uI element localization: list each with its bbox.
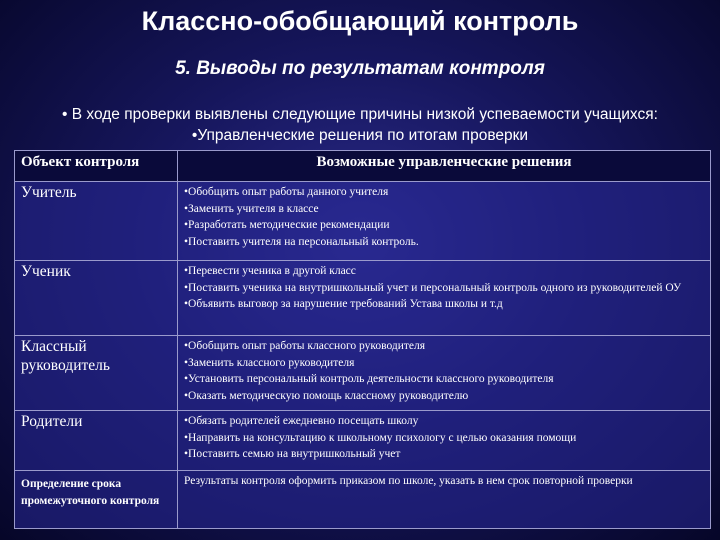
table-row xyxy=(15,411,711,471)
decision-item: •Направить на консультацию к школьному психологу с целью оказания помощи xyxy=(184,431,577,444)
slide-title: Классно-обобщающий контроль xyxy=(141,6,579,36)
decision-item: •Разработать методические рекомендации xyxy=(184,219,390,232)
object-student: Ученик xyxy=(15,261,178,336)
control-table xyxy=(14,150,711,529)
decision-item: •Обобщить опыт работы данного учителя xyxy=(184,186,389,198)
decision-item: •Обязать родителей ежедневно посещать школу xyxy=(184,415,419,427)
decisions-class-teacher xyxy=(178,336,711,411)
object-class-teacher: Классный руководитель xyxy=(15,336,178,411)
bullet-management-decisions: •Управленческие решения по итогам проверки xyxy=(191,127,529,144)
decision-item: •Объявить выговор за нарушение требований Устава школы и т.д xyxy=(184,298,503,311)
decision-item: •Поставить учителя на персональный контроль. xyxy=(184,236,419,249)
decisions-interim-control-deadline xyxy=(178,471,711,529)
decision-item: •Обобщить опыт работы классного руководителя xyxy=(184,340,426,352)
decision-item: •Заменить учителя в классе xyxy=(184,202,319,215)
decisions-parents xyxy=(178,411,711,471)
decision-item: •Заменить классного руководителя xyxy=(184,356,355,369)
decision-item: •Перевести ученика в другой класс xyxy=(184,265,356,277)
decision-item: •Поставить ученика на внутришкольный учет и персональный контроль одного из руководителей ОУ xyxy=(184,281,682,294)
table-row xyxy=(15,471,711,529)
decisions-teacher xyxy=(178,182,711,261)
object-parents: Родители xyxy=(15,411,178,471)
header-control-object: Объект контроля xyxy=(15,151,178,182)
table-header-row xyxy=(15,151,711,182)
decision-item: •Поставить семью на внутришкольный учет xyxy=(184,448,401,461)
decision-item: •Установить персональный контроль деятельности классного руководителя xyxy=(184,373,554,386)
table-row xyxy=(15,182,711,261)
table-row xyxy=(15,336,711,411)
object-teacher: Учитель xyxy=(15,182,178,261)
table-row xyxy=(15,261,711,336)
header-possible-decisions: Возможные управленческие решения xyxy=(178,151,711,182)
bullet-low-performance-reasons: • В ходе проверки выявлены следующие причины низкой успеваемости учащихся: xyxy=(62,106,658,123)
slide-subtitle: 5. Выводы по результатам контроля xyxy=(175,58,545,79)
decisions-student xyxy=(178,261,711,336)
object-interim-control-deadline: Определение срока промежуточного контроля xyxy=(15,471,178,529)
decision-item: •Оказать методическую помощь классному руководителю xyxy=(184,390,469,403)
decision-item: Результаты контроля оформить приказом по школе, указать в нем срок повторной проверки xyxy=(184,475,633,487)
